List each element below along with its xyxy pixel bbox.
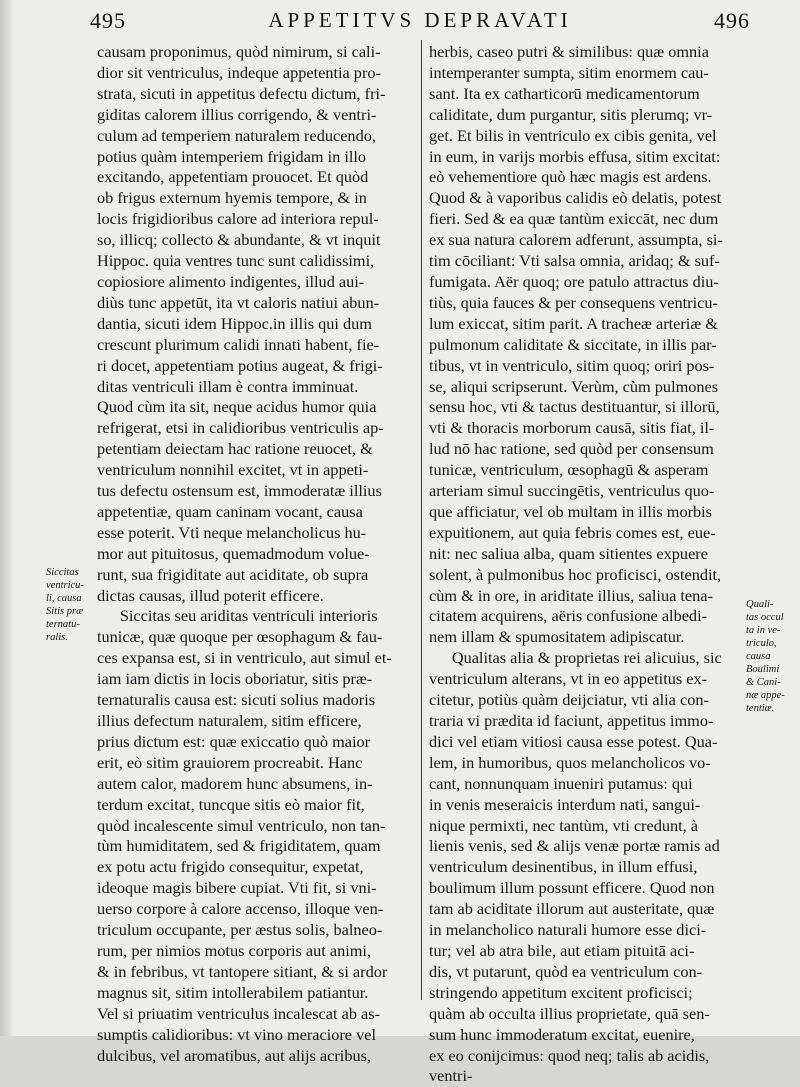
text-line: lem, in humoribus, quos melancholicos vo- <box>429 752 711 772</box>
text-line: fumigata. Aër quoq; ore patulo attractus diu- <box>429 271 719 291</box>
text-line: appetentiæ, quam caninam vocant, causa <box>97 501 363 521</box>
text-line: ventriculum desinentibus, in illum effusi, <box>429 857 698 877</box>
margin-note-line: li, causa <box>46 593 82 604</box>
text-line: ternaturalis causa est: sicuti solius madoris <box>97 690 376 710</box>
text-line: se, aliqui scripserunt. Verùm, cùm pulmones <box>429 376 719 396</box>
text-line: diùs tunc appetūt, ita vt caloris natiui abun- <box>97 292 380 312</box>
text-line: quàm ab occulta illius proprietate, quā sen- <box>429 1003 710 1023</box>
text-line: erit, eò sitim grauiorem procreabit. Hanc <box>97 752 363 772</box>
text-line: solent, à pulmonibus hoc proficisci, ostendit, <box>429 564 722 584</box>
text-line: & in febribus, vt tantopere sitiant, & si ardor <box>97 961 388 981</box>
text-line: sant. Ita ex catharticorū medicamentorum <box>429 83 700 103</box>
margin-note-line: tentiæ. <box>746 703 775 714</box>
right-text-column <box>429 42 744 1087</box>
text-line: fieri. Sed & ea quæ tantùm exiccāt, nec dum <box>429 209 719 229</box>
text-line: lum exiccat, sitim parit. A tracheæ arteriæ & <box>429 313 718 333</box>
text-line: tiùs, quia fauces & per consequens ventricu- <box>429 292 718 312</box>
text-line: ventri- <box>429 1066 473 1086</box>
text-line: illius defectum naturalem, sitim efficere, <box>97 711 362 730</box>
text-line: Hippoc. quia ventres tunc sunt calidissimi, <box>97 251 375 271</box>
text-line: causam proponimus, quòd nimirum, si cali- <box>97 42 381 61</box>
text-line: lienis venis, sed & alijs venæ portæ ramis ad <box>429 836 720 856</box>
text-line: Quod & à vaporibus calidis eò delatis, potest <box>429 188 722 208</box>
page-number-right: 496 <box>714 8 750 33</box>
text-line: refrigerat, etsi in calidioribus ventriculis ap- <box>97 418 384 438</box>
text-line: vti & thoracis morborum causā, sitis fiat, il- <box>429 418 715 438</box>
text-line: ri docet, appetentiam potius augeat, & frigi- <box>97 355 383 375</box>
margin-note-left <box>46 566 96 644</box>
text-line: uerso corpore à calore accenso, illoque ven- <box>97 899 384 919</box>
margin-note-line: Quali- <box>746 599 774 610</box>
text-line: sumptis calidioribus: vt vino meraciore vel <box>97 1024 376 1044</box>
page-header <box>90 8 750 38</box>
text-line: tim cōciliant: Vti salsa omnia, aridaq; & suf- <box>429 251 720 271</box>
text-line: nem illam & spumositatem adipiscatur. <box>429 627 685 647</box>
margin-note-line: næ appe- <box>746 690 785 701</box>
text-line: giditas calorem illius corrigendo, & ventri- <box>97 104 377 124</box>
text-line: ex eo conijcimus: quod neq; talis ab acidis, <box>429 1045 710 1065</box>
text-line: que afficiatur, vel ob multam in illis morbis <box>429 501 713 521</box>
page-number-left: 495 <box>90 8 126 33</box>
text-line: ideoque magis bibere cupiat. Vti fit, si vni- <box>97 878 377 898</box>
text-line: ob frigus externum hyemis tempore, & in <box>97 188 367 208</box>
text-line: rum, per nimios motus corporis aut animi, <box>97 940 372 960</box>
text-line: pulmonum caliditate & siccitate, in illis par- <box>429 334 717 354</box>
text-line: lud nō hac ratione, sed quòd per consensum <box>429 439 714 459</box>
text-line: iam iam dictis in locis oboriatur, sitis præ- <box>97 669 373 689</box>
text-line: excitando, appetentiam prouocet. Et quòd <box>97 167 369 187</box>
text-line: triculum occupante, per æstus solis, balneo- <box>97 920 383 940</box>
text-line: culum ad temperiem naturalem reducendo, <box>97 125 376 145</box>
text-line: expuitionem, aut quia febris comes est, eue- <box>429 522 716 542</box>
text-line: locis frigidioribus calore ad interiora repul- <box>97 209 379 229</box>
text-line: copiosiore alimento indigentes, illud aui- <box>97 271 365 291</box>
text-line: tunicæ, ventriculum, œsophagū & asperam <box>429 460 709 480</box>
text-line: prius dictum est: quæ exiccatio quò maior <box>97 731 371 751</box>
text-line: magnus sit, sitim intollerabilem patiantur. <box>97 982 369 1002</box>
text-line: dici vel etiam vitiosi causa esse potest. Qua- <box>429 731 718 751</box>
running-title: APPETITVS DEPRAVATI <box>268 8 572 32</box>
text-line: Quod cùm ita sit, neque acidus humor quia <box>97 397 377 417</box>
margin-note-line: & Cani- <box>746 677 781 688</box>
text-line: dis, vt putarunt, quòd ea ventriculum con- <box>429 961 703 981</box>
text-line: Vel si priuatim ventriculus incalescat ab as- <box>97 1003 381 1023</box>
text-line: nit: nec saliua alba, quam sitientes expuere <box>429 543 708 563</box>
column-divider <box>421 40 422 1000</box>
text-line: tibus, vt in ventriculo, sitim quoq; oriri pos- <box>429 355 715 375</box>
text-line: herbis, caseo putri & similibus: quæ omnia <box>429 42 709 61</box>
margin-note-line: Siccitas <box>46 567 79 578</box>
text-line: ventriculum nonnihil excitet, vt in appeti- <box>97 460 369 480</box>
text-line: terdum excitat, tuncque sitis eò maior fit, <box>97 794 365 814</box>
text-line: citetur, potiùs quàm deijciatur, vti alia con- <box>429 690 709 710</box>
text-line: autem calor, madorem hunc absumens, in- <box>97 773 373 793</box>
text-line: Qualitas alia & proprietas rei alicuius, sic <box>451 648 722 668</box>
margin-note-line: tas occul <box>746 612 784 623</box>
text-line: in venis meseraicis interdum nati, sangui- <box>429 794 701 814</box>
text-line: dantia, sicuti idem Hippoc.in illis qui dum <box>97 313 372 333</box>
text-line: runt, sua frigiditate aut aciditate, ob supra <box>97 564 369 584</box>
text-line: dictas causas, illud poterit efficere. <box>97 585 324 605</box>
text-line: ex sua natura calorem adferunt, assumpta, si- <box>429 230 723 250</box>
text-line: esse poterit. Vti neque melancholicus hu- <box>97 522 367 542</box>
text-line: ex potu actu frigido consequitur, expetat, <box>97 857 364 877</box>
left-text-column <box>97 42 415 1066</box>
margin-note-line: Boulimi <box>746 664 780 675</box>
text-line: arteriam simul succingētis, ventriculus quo- <box>429 481 715 501</box>
margin-note-line: ta in ve- <box>746 625 781 636</box>
text-line: traria vi prædita id faciunt, appetitus immo- <box>429 711 714 730</box>
text-line: tam ab aciditate illorum aut austeritate, quæ <box>429 899 715 919</box>
text-line: in melancholico naturali humore esse dici- <box>429 920 707 940</box>
text-line: tùm humiditatem, sed & frigiditatem, quam <box>97 836 381 856</box>
margin-note-line: ternatu- <box>46 619 80 630</box>
margin-note-line: ralis. <box>46 632 68 643</box>
text-line: mor aut pituitosus, quemadmodum volue- <box>97 543 370 563</box>
text-line: crescunt plurimum calidi innati habent, fie- <box>97 334 380 354</box>
text-line: tus defectu ostensum est, immoderatæ illius <box>97 481 382 501</box>
text-line: potius quàm intemperiem frigidam in illo <box>97 146 367 166</box>
text-line: ventriculum alterans, vt in eo appetitus ex- <box>429 669 708 689</box>
text-line: nique permixti, nec tantùm, vti credunt, à <box>429 815 699 835</box>
text-line: quòd incalescente simul ventriculo, non tan- <box>97 815 386 835</box>
text-line: get. Et bilis in ventriculo ex cibis genita, vel <box>429 125 717 145</box>
margin-note-line: triculo, <box>746 638 777 649</box>
text-line: strata, sicuti in appetitus defectu dictum, fri- <box>97 83 386 103</box>
text-line: eò vehementiore quò hæc magis est ardens. <box>429 167 712 187</box>
text-line: boulimum illum possunt efficere. Quod non <box>429 878 715 898</box>
margin-note-right <box>746 598 796 715</box>
text-line: tur; vel ab atra bile, aut etiam pituitā aci- <box>429 940 695 960</box>
margin-note-line: causa <box>746 651 771 662</box>
text-line: dulcibus, vel aromatibus, aut alijs acribus, <box>97 1045 372 1065</box>
text-line: stringendo appetitum excitent proficisci; <box>429 982 693 1002</box>
text-line: citatem acquirens, aëris confusione albedi- <box>429 606 708 626</box>
text-line: caliditate, dum purgantur, sitis plerumq; vr- <box>429 104 713 124</box>
text-line: sensu hoc, vti & tactus destituantur, si illorū, <box>429 397 720 417</box>
text-line: intemperanter sumpta, sitim enormem cau- <box>429 62 709 82</box>
text-line: cùm & in ore, in ariditate illius, saliua tena- <box>429 585 713 605</box>
text-line: Siccitas seu ariditas ventriculi interioris <box>119 606 378 626</box>
text-line: sum hunc immoderatum excitat, euenire, <box>429 1024 695 1044</box>
margin-note-line: ventricu- <box>46 580 84 591</box>
text-line: so, illicq; collecto & abundante, & vt inquit <box>97 230 381 250</box>
text-line: cant, nonnunquam inueniri putamus: qui <box>429 773 693 793</box>
text-line: tunicæ, quæ quoque per œsophagum & fau- <box>97 627 383 647</box>
text-line: in eum, in varijs morbis effusa, sitim excitat: <box>429 146 721 166</box>
margin-note-line: Sitis præ <box>46 606 84 617</box>
text-line: ces expansa est, si in ventriculo, aut simul et- <box>97 648 392 668</box>
text-line: dior sit ventriculus, indeque appetentia pro- <box>97 62 381 82</box>
text-line: ditas ventriculi illam è contra imminuat. <box>97 376 359 396</box>
text-line: petentiam deiectam hac ratione reuocet, & <box>97 439 373 459</box>
